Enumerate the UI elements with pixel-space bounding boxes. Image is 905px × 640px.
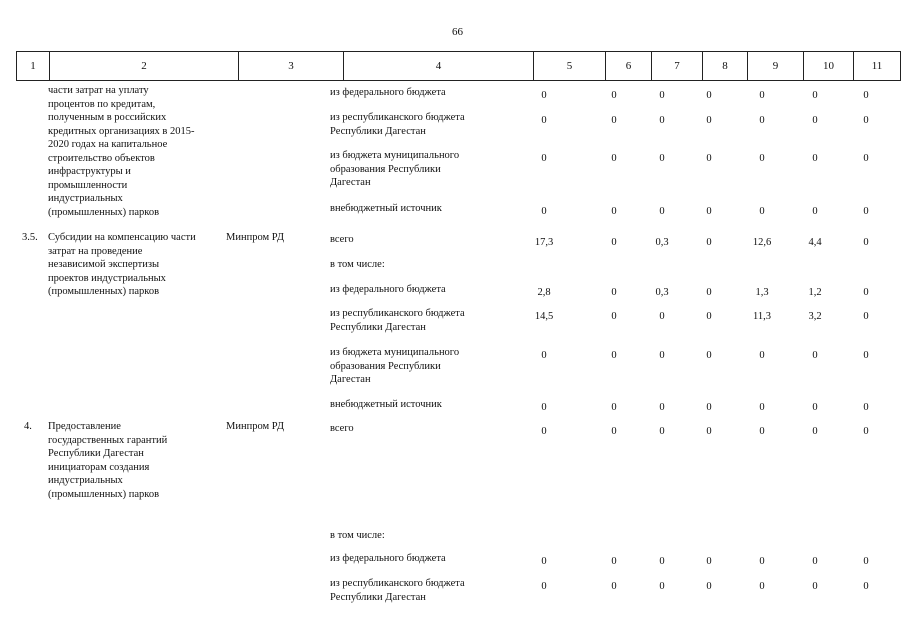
- value-col-6: 0: [611, 350, 617, 361]
- value-col-10: 0: [812, 115, 818, 126]
- value-col-10: 0: [812, 90, 818, 101]
- value-col-11: 0: [863, 90, 869, 101]
- value-col-6: 0: [611, 115, 617, 126]
- value-col-11: 0: [863, 426, 869, 437]
- value-col-6: 0: [611, 287, 617, 298]
- value-col-5: 17,3: [534, 237, 554, 248]
- value-col-7: 0,3: [655, 237, 669, 248]
- value-col-5: 14,5: [534, 311, 554, 322]
- value-col-10: 0: [812, 402, 818, 413]
- value-col-9: 1,3: [755, 287, 769, 298]
- header-col-1: 1: [16, 52, 49, 80]
- row-number: 4.: [24, 421, 32, 432]
- value-col-9: 0: [759, 581, 765, 592]
- value-col-8: 0: [706, 556, 712, 567]
- responsible-executor: Минпром РД: [226, 421, 284, 432]
- value-col-8: 0: [706, 350, 712, 361]
- value-col-10: 4,4: [808, 237, 822, 248]
- value-col-8: 0: [706, 153, 712, 164]
- value-col-10: 0: [812, 206, 818, 217]
- value-col-6: 0: [611, 237, 617, 248]
- value-col-11: 0: [863, 237, 869, 248]
- value-col-10: 3,2: [808, 311, 822, 322]
- value-col-9: 0: [759, 350, 765, 361]
- value-col-11: 0: [863, 581, 869, 592]
- value-col-7: 0: [659, 402, 665, 413]
- value-col-10: 0: [812, 556, 818, 567]
- value-col-8: 0: [706, 287, 712, 298]
- funding-source: из бюджета муниципального образования Республики Дагестан: [330, 347, 460, 385]
- header-col-9: 9: [747, 52, 803, 80]
- funding-source: из республиканского бюджета Республики Дагестан: [330, 112, 465, 137]
- value-col-8: 0: [706, 581, 712, 592]
- value-col-11: 0: [863, 115, 869, 126]
- value-col-5: 0: [541, 153, 547, 164]
- value-col-7: 0: [659, 153, 665, 164]
- value-col-10: 0: [812, 350, 818, 361]
- value-col-10: 0: [812, 153, 818, 164]
- value-col-7: 0: [659, 115, 665, 126]
- value-col-6: 0: [611, 311, 617, 322]
- table-header-row: [16, 51, 901, 81]
- value-col-11: 0: [863, 206, 869, 217]
- value-col-8: 0: [706, 206, 712, 217]
- value-col-7: 0: [659, 206, 665, 217]
- value-col-9: 0: [759, 426, 765, 437]
- funding-source: из федерального бюджета: [330, 553, 446, 564]
- header-col-10: 10: [803, 52, 853, 80]
- value-col-5: 0: [541, 90, 547, 101]
- value-col-9: 0: [759, 206, 765, 217]
- value-col-8: 0: [706, 115, 712, 126]
- value-col-7: 0: [659, 556, 665, 567]
- funding-source: в том числе:: [330, 259, 385, 270]
- funding-source: в том числе:: [330, 530, 385, 541]
- value-col-9: 0: [759, 115, 765, 126]
- value-col-6: 0: [611, 581, 617, 592]
- value-col-9: 0: [759, 556, 765, 567]
- value-col-9: 0: [759, 153, 765, 164]
- value-col-7: 0: [659, 350, 665, 361]
- value-col-6: 0: [611, 426, 617, 437]
- value-col-11: 0: [863, 556, 869, 567]
- value-col-5: 0: [541, 206, 547, 217]
- header-col-2: 2: [49, 52, 238, 80]
- funding-source: из республиканского бюджета Республики Дагестан: [330, 578, 465, 603]
- funding-source: всего: [330, 234, 354, 245]
- value-col-9: 0: [759, 402, 765, 413]
- row-number: 3.5.: [22, 232, 38, 243]
- value-col-6: 0: [611, 206, 617, 217]
- value-col-7: 0: [659, 311, 665, 322]
- header-col-7: 7: [651, 52, 702, 80]
- value-col-10: 0: [812, 581, 818, 592]
- value-col-7: 0,3: [655, 287, 669, 298]
- description-block: части затрат на уплату процентов по кредитам, полученным в российских кредитных организациях в 2015- 2020 годах на капитальное строительство объектов инфраструктуры и промышленности индустриальных (промышленных) парков: [48, 85, 195, 218]
- value-col-7: 0: [659, 426, 665, 437]
- value-col-11: 0: [863, 350, 869, 361]
- funding-source: внебюджетный источник: [330, 399, 442, 410]
- value-col-7: 0: [659, 90, 665, 101]
- value-col-6: 0: [611, 402, 617, 413]
- value-col-11: 0: [863, 402, 869, 413]
- page-number: 66: [452, 26, 463, 38]
- funding-source: из федерального бюджета: [330, 284, 446, 295]
- value-col-5: 0: [541, 402, 547, 413]
- funding-source: из республиканского бюджета Республики Дагестан: [330, 308, 465, 333]
- value-col-6: 0: [611, 90, 617, 101]
- value-col-8: 0: [706, 237, 712, 248]
- value-col-10: 0: [812, 426, 818, 437]
- header-col-8: 8: [702, 52, 747, 80]
- value-col-8: 0: [706, 402, 712, 413]
- value-col-9: 12,6: [752, 237, 772, 248]
- header-col-3: 3: [238, 52, 343, 80]
- value-col-5: 2,8: [537, 287, 551, 298]
- header-col-4: 4: [343, 52, 533, 80]
- value-col-5: 0: [541, 581, 547, 592]
- value-col-11: 0: [863, 311, 869, 322]
- responsible-executor: Минпром РД: [226, 232, 284, 243]
- value-col-6: 0: [611, 153, 617, 164]
- value-col-7: 0: [659, 581, 665, 592]
- funding-source: из федерального бюджета: [330, 87, 446, 98]
- value-col-11: 0: [863, 153, 869, 164]
- description-block: Предоставление государственных гарантий Республики Дагестан инициаторам создания индустриальных (промышленных) парков: [48, 421, 168, 500]
- header-col-11: 11: [853, 52, 901, 80]
- value-col-11: 0: [863, 287, 869, 298]
- description-block: Субсидии на компенсацию части затрат на проведение независимой экспертизы проектов индустриальных (промышленных) парков: [48, 232, 196, 297]
- funding-source: внебюджетный источник: [330, 203, 442, 214]
- value-col-6: 0: [611, 556, 617, 567]
- value-col-8: 0: [706, 311, 712, 322]
- value-col-8: 0: [706, 90, 712, 101]
- value-col-9: 11,3: [753, 311, 771, 322]
- header-col-6: 6: [605, 52, 651, 80]
- value-col-9: 0: [759, 90, 765, 101]
- header-col-5: 5: [533, 52, 605, 80]
- funding-source: из бюджета муниципального образования Республики Дагестан: [330, 150, 460, 188]
- value-col-5: 0: [541, 350, 547, 361]
- funding-source: всего: [330, 423, 354, 434]
- value-col-5: 0: [541, 556, 547, 567]
- value-col-5: 0: [541, 115, 547, 126]
- value-col-8: 0: [706, 426, 712, 437]
- value-col-5: 0: [541, 426, 547, 437]
- value-col-10: 1,2: [808, 287, 822, 298]
